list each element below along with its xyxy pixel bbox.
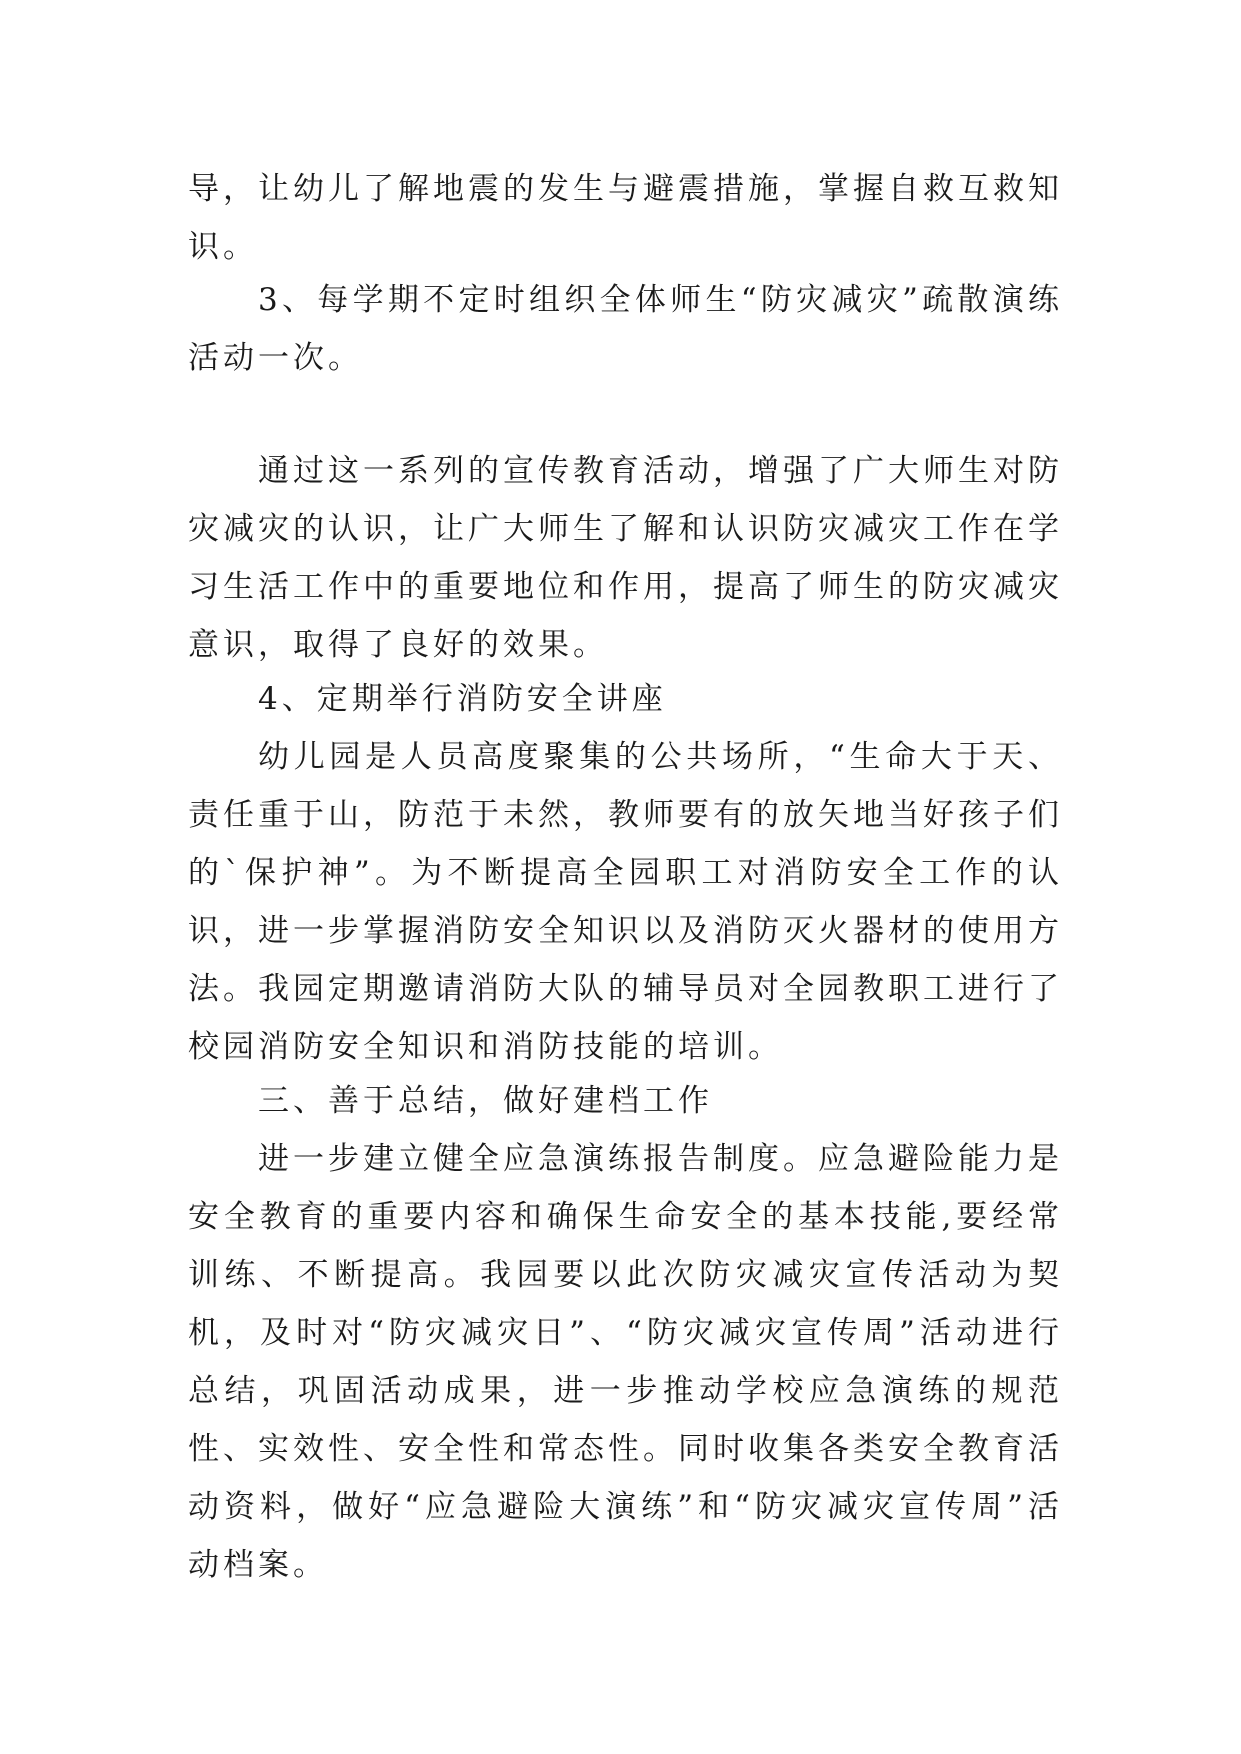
paragraph-archiving: 进一步建立健全应急演练报告制度。应急避险能力是安全教育的重要内容和确保生命安全的基本技能,要经常训练、不断提高。我园要以此次防灾减灾宣传活动为契机，及时对“防灾减灾日”、“防灾减灾宣传周”活动进行总结，巩固活动成果，进一步推动学校应急演练的规范性、实效性、安全性和常态性。同时收集各类安全教育活动资料，做好“应急避险大演练”和“防灾减灾宣传周”活动档案。 [188,1141,1063,1583]
paragraph-summary: 通过这一系列的宣传教育活动，增强了广大师生对防灾减灾的认识，让广大师生了解和认识防灾减灾工作在学习生活工作中的重要地位和作用，提高了师生的防灾减灾意识，取得了良好的效果。 [188,453,1063,663]
paragraph-fire-safety: 幼儿园是人员高度聚集的公共场所，“生命大于天、责任重于山，防范于未然，教师要有的放矢地当好孩子们的`保护神”。为不断提高全园职工对消防安全工作的认识，进一步掌握消防安全知识以及消防灭火器材的使用方法。我园定期邀请消防大队的辅导员对全园教职工进行了校园消防安全知识和消防技能的培训。 [188,739,1063,1065]
paragraph-continuation: 导，让幼儿了解地震的发生与避震措施，掌握自救互救知识。 [188,171,1063,265]
paragraph-item-3: 3、每学期不定时组织全体师生“防灾减灾”疏散演练活动一次。 [188,282,1063,376]
item-4-heading: 4、定期举行消防安全讲座 [258,681,667,717]
section-3-heading: 三、善于总结，做好建档工作 [258,1083,713,1119]
